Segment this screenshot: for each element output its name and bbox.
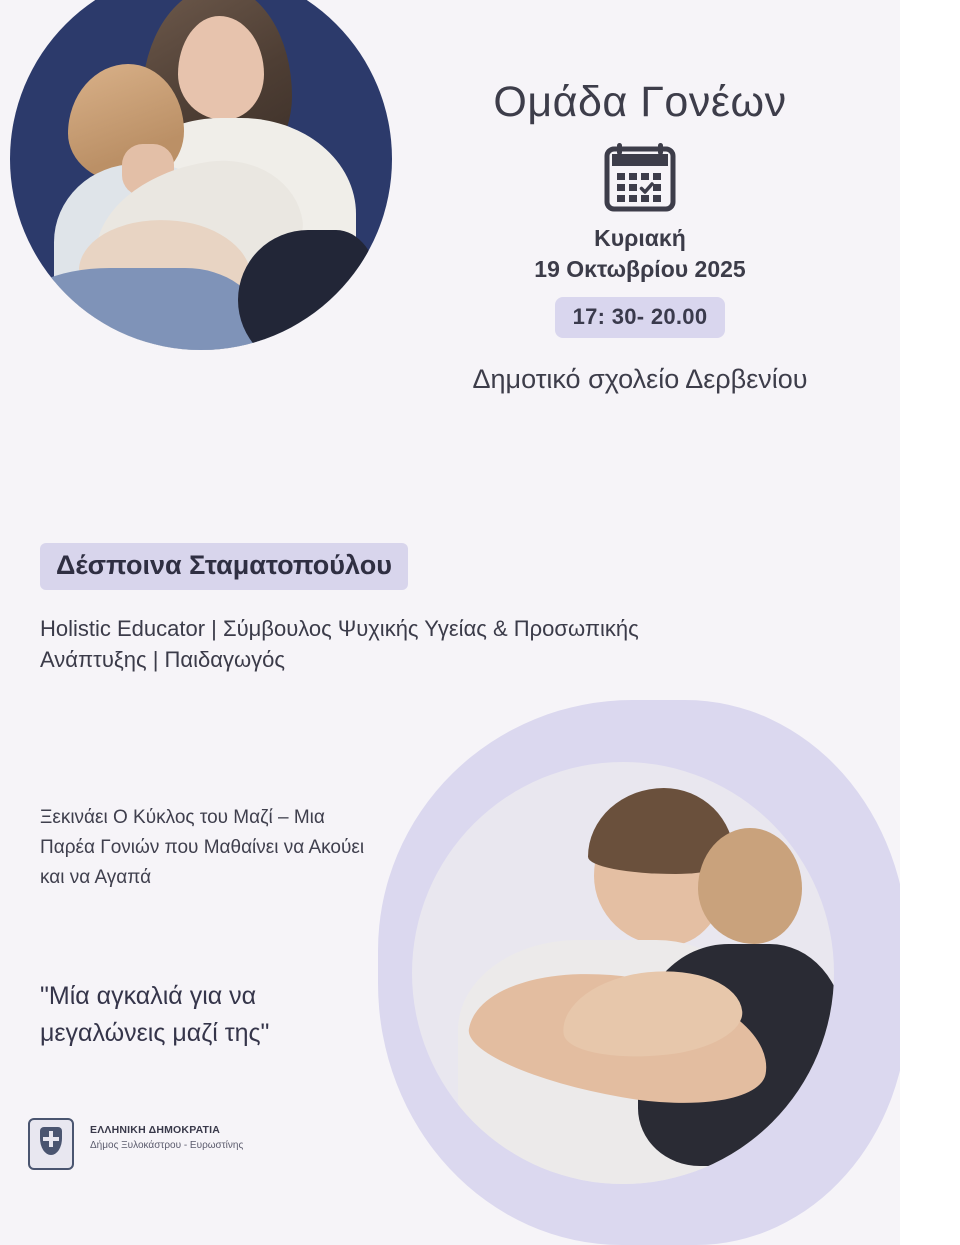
cross-horizontal [43, 1137, 59, 1141]
event-description: Ξεκινάει Ο Κύκλος του Μαζί – Μια Παρέα Γονιών που Μαθαίνει να Ακούει και να Αγαπά [40, 807, 365, 889]
government-logo-text [90, 1124, 320, 1151]
government-logo [28, 1118, 328, 1176]
municipality-name: Δήμος Ξυλοκάστρου - Ευρωστίνης [90, 1140, 244, 1151]
speaker-role: Holistic Educator | Σύμβουλος Ψυχικής Υγείας & Προσωπικής Ανάπτυξης | Παιδαγωγός [40, 616, 639, 673]
event-header [400, 78, 880, 395]
event-date: 19 Οκτωβρίου 2025 [534, 256, 746, 282]
page-title: Ομάδα Γονέων [493, 78, 787, 126]
photo-shape-child-head [698, 828, 802, 944]
event-quote: "Μία αγκαλιά για να μεγαλώνεις μαζί της" [40, 982, 270, 1047]
event-venue: Δημοτικό σχολείο Δερβενίου [472, 364, 808, 394]
photo-shape-denim [10, 268, 260, 350]
event-time-badge: 17: 30- 20.00 [555, 297, 726, 338]
mother-hugging-child-photo [10, 0, 392, 350]
greek-coat-of-arms-icon [28, 1118, 74, 1170]
father-hugging-child-photo [412, 762, 834, 1184]
event-weekday: Κυριακή [594, 225, 686, 251]
calendar-icon [603, 141, 677, 213]
government-name: ΕΛΛΗΝΙΚΗ ΔΗΜΟΚΡΑΤΙΑ [90, 1124, 221, 1136]
speaker-name-badge: Δέσποινα Σταματοπούλου [40, 543, 408, 590]
page-right-margin [900, 0, 960, 1245]
